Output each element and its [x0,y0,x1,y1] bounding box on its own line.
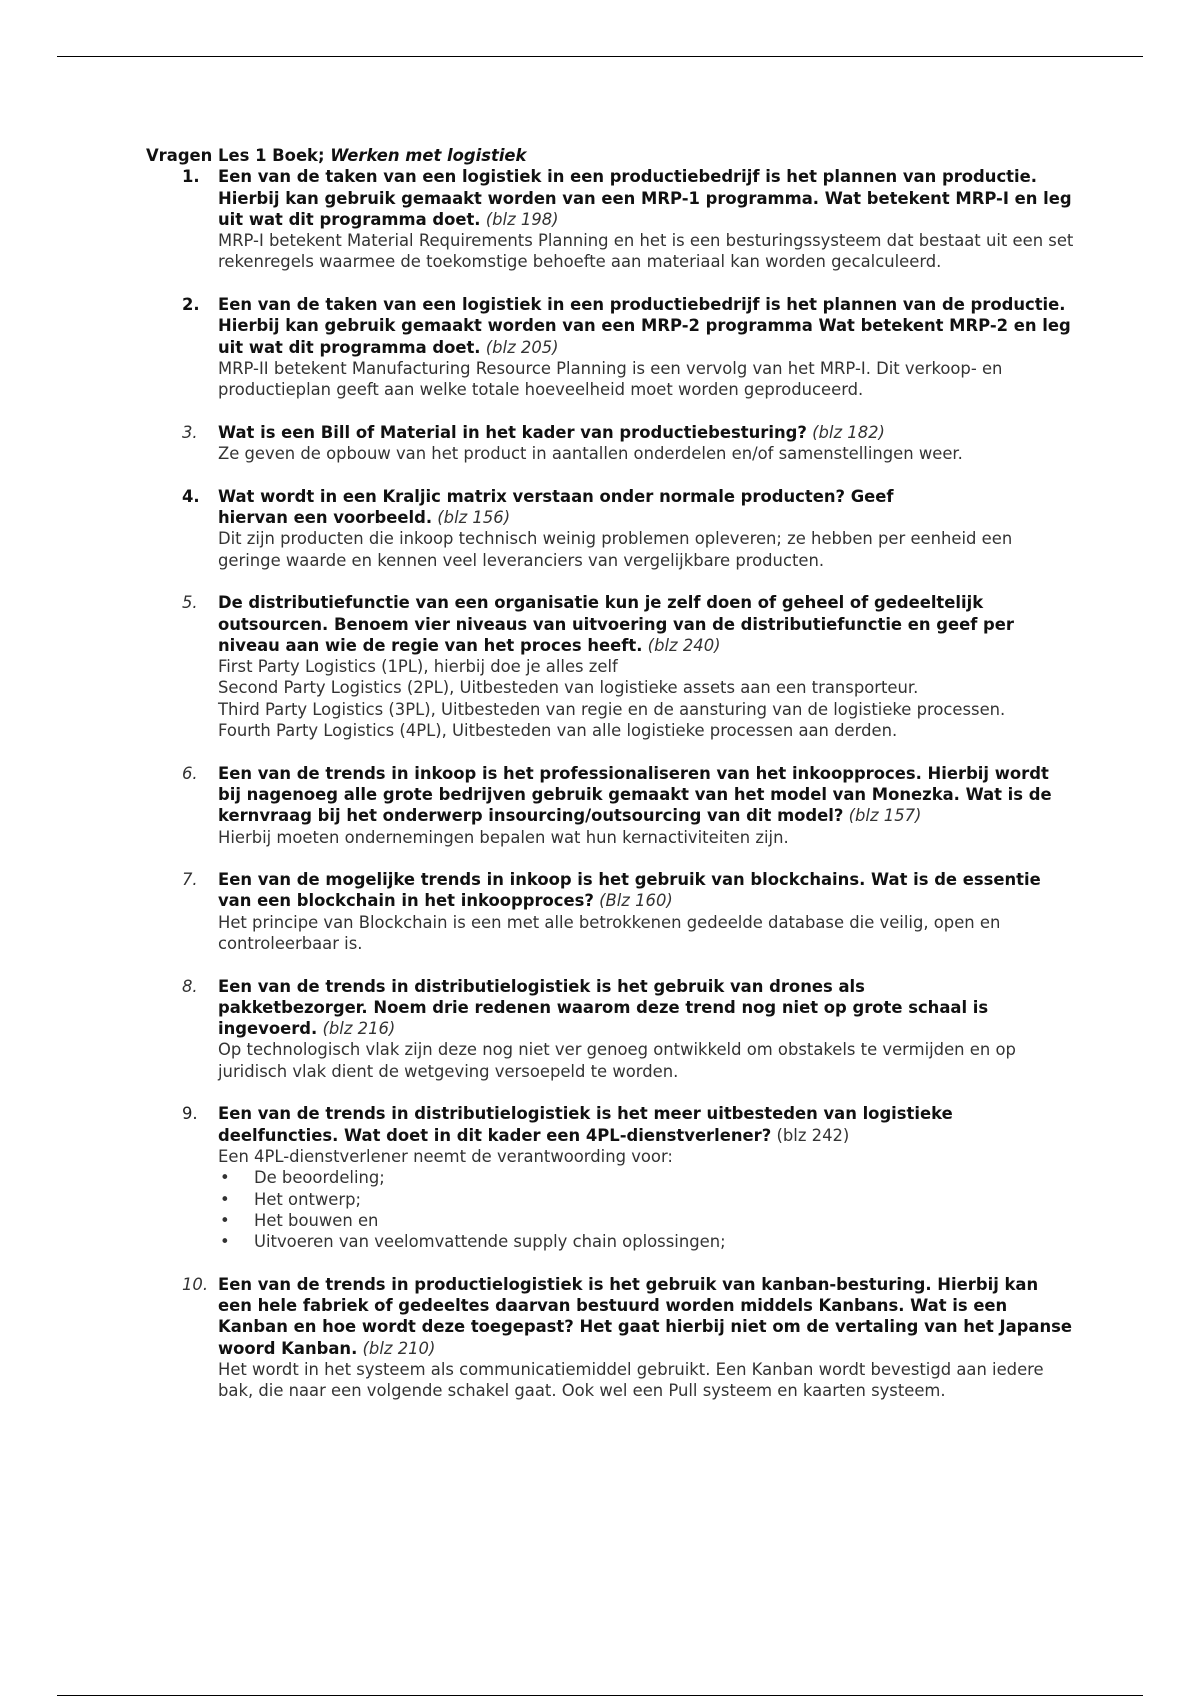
question-item [146,294,1076,400]
list-item: • Het bouwen en [220,1210,379,1230]
question-text: Wat wordt in een Kraljic matrix verstaan onder normale producten? Geef hiervan een voorbeeld. [218,486,894,528]
question-number: 2. [182,295,200,315]
header-rule [57,56,1143,57]
question-number: 10. [182,1274,209,1294]
question-item [146,1103,1076,1252]
page-reference: (blz 210) [362,1338,436,1358]
question-number: 1. [182,167,200,187]
question-text: Een van de trends in inkoop is het professionaliseren van het inkoopproces. Hierbij wordt bij nagenoeg alle grote bedrijven gebruik gemaakt van het model van Monezka. Wat is de kernvraag bij het onderwerp insourcing/outsourcing van dit model? [218,763,1052,826]
answer-text: Dit zijn producten die inkoop technisch weinig problemen opleveren; ze hebben per eenheid een geringe waarde en kennen veel leveranciers van vergelijkbare producten. [218,529,1013,570]
answer-text: Ze geven de opbouw van het product in aantallen onderdelen en/of samenstellingen weer. [218,444,963,464]
answer-line: Second Party Logistics (2PL), Uitbesteden van logistieke assets aan een transporteur. [218,678,919,698]
question-number: 9. [182,1104,198,1124]
question-text: Een van de trends in productielogistiek is het gebruik van kanban-besturing. Hierbij kan een hele fabriek of gedeeltes daarvan bestuurd worden middels Kanbans. Wat is een Kanban en hoe wordt deze toegepast? Het gaat hierbij niet om de vertaling van het Japanse woord Kanban. [218,1274,1073,1358]
footer-rule [57,1695,1143,1696]
question-number: 6. [182,763,198,783]
bullet-list [218,1167,1076,1252]
question-text: Een van de mogelijke trends in inkoop is het gebruik van blockchains. Wat is de essentie van een blockchain in het inkoopproces? [218,870,1041,911]
page-reference: (blz 156) [437,508,511,528]
bullet-icon: • [220,1232,230,1252]
answer-line: Third Party Logistics (3PL), Uitbesteden van regie en de aansturing van de logistieke processen. [218,699,1006,719]
question-number: 8. [182,976,198,996]
list-item: • Uitvoeren van veelomvattende supply chain oplossingen; [220,1232,726,1252]
bullet-icon: • [220,1168,230,1188]
book-title: Werken met logistiek [330,146,527,165]
page-reference: (blz 216) [322,1019,396,1039]
question-text: De distributiefunctie van een organisatie kun je zelf doen of geheel of gedeeltelijk outsourcen. Benoem vier niveaus van uitvoering van de distributiefunctie en geef per niveau aan wie de regie van het proces heeft. [218,593,1014,655]
question-text: Een van de taken van een logistiek in een productiebedrijf is het plannen van de productie. Hierbij kan gebruik gemaakt worden van een MRP-2 programma Wat betekent MRP-2 en leg uit wat dit programma doet. [218,295,1071,357]
question-number: 3. [182,422,198,442]
page-reference: (blz 240) [647,635,721,655]
page-reference: (blz 157) [848,806,922,826]
document-title: Vragen Les 1 Boek; Werken met logistiek [146,146,527,165]
page-reference: (blz 198) [485,209,559,229]
bullet-icon: • [220,1210,230,1230]
question-item [146,869,1076,954]
answer-text: MRP-I betekent Material Requirements Planning en het is een besturingssysteem dat bestaat uit een set rekenregels waarmee de toekomstige behoefte aan materiaal kan worden gecalculeerd. [218,231,1074,272]
question-number: 4. [182,486,200,506]
document-body [146,145,1076,1423]
question-text: Een van de trends in distributielogistiek is het gebruik van drones als pakketbezorger. Noem drie redenen waarom deze trend nog niet op grote schaal is ingevoerd. [218,976,989,1039]
page-reference: (blz 182) [812,422,885,442]
question-text: Een van de taken van een logistiek in een productiebedrijf is het plannen van productie. Hierbij kan gebruik gemaakt worden van een MRP-1 programma. Wat betekent MRP-I en leg uit wat dit programma doet. [218,167,1072,229]
question-text: Een van de trends in distributielogistiek is het meer uitbesteden van logistieke deelfuncties. Wat doet in dit kader een 4PL-dienstverlener? [218,1104,953,1145]
question-number: 7. [182,870,198,890]
answer-line: First Party Logistics (1PL), hierbij doe je alles zelf [218,657,618,677]
answer-line: Fourth Party Logistics (4PL), Uitbesteden van alle logistieke processen aan derden. [218,721,898,741]
question-item [146,976,1076,1082]
answer-text: Hierbij moeten ondernemingen bepalen wat hun kernactiviteiten zijn. [218,827,789,847]
question-text: Wat is een Bill of Material in het kader van productiebesturing? [218,422,807,442]
answer-text: Het principe van Blockchain is een met alle betrokkenen gedeelde database die veilig, open en controleerbaar is. [218,912,1001,953]
page-reference: (Blz 160) [599,891,673,911]
answer-text: Een 4PL-dienstverlener neemt de verantwoording voor: [218,1146,673,1166]
question-item [146,592,1076,741]
question-item [146,763,1076,848]
answer-text: Op technologisch vlak zijn deze nog niet ver genoeg ontwikkeld om obstakels te vermijden en op juridisch vlak dient de wetgeving versoepeld te worden. [218,1040,1016,1081]
page-reference: (blz 205) [485,337,559,357]
list-item: • De beoordeling; [220,1168,385,1188]
question-item [146,422,1076,465]
list-item: • Het ontwerp; [220,1189,362,1209]
page-reference: (blz 242) [776,1125,850,1145]
question-item [146,486,1076,571]
answer-text: MRP-II betekent Manufacturing Resource Planning is een vervolg van het MRP-I. Dit verkoop- en productieplan geeft aan welke totale hoeveelheid moet worden geproduceerd. [218,358,1003,400]
answer-text: Het wordt in het systeem als communicatiemiddel gebruikt. Een Kanban wordt bevestigd aan iedere bak, die naar een volgende schakel gaat. Ook wel een Pull systeem en kaarten systeem. [218,1359,1044,1401]
question-item [146,166,1076,272]
question-number: 5. [182,593,198,613]
question-item [146,1274,1076,1402]
bullet-icon: • [220,1189,230,1209]
